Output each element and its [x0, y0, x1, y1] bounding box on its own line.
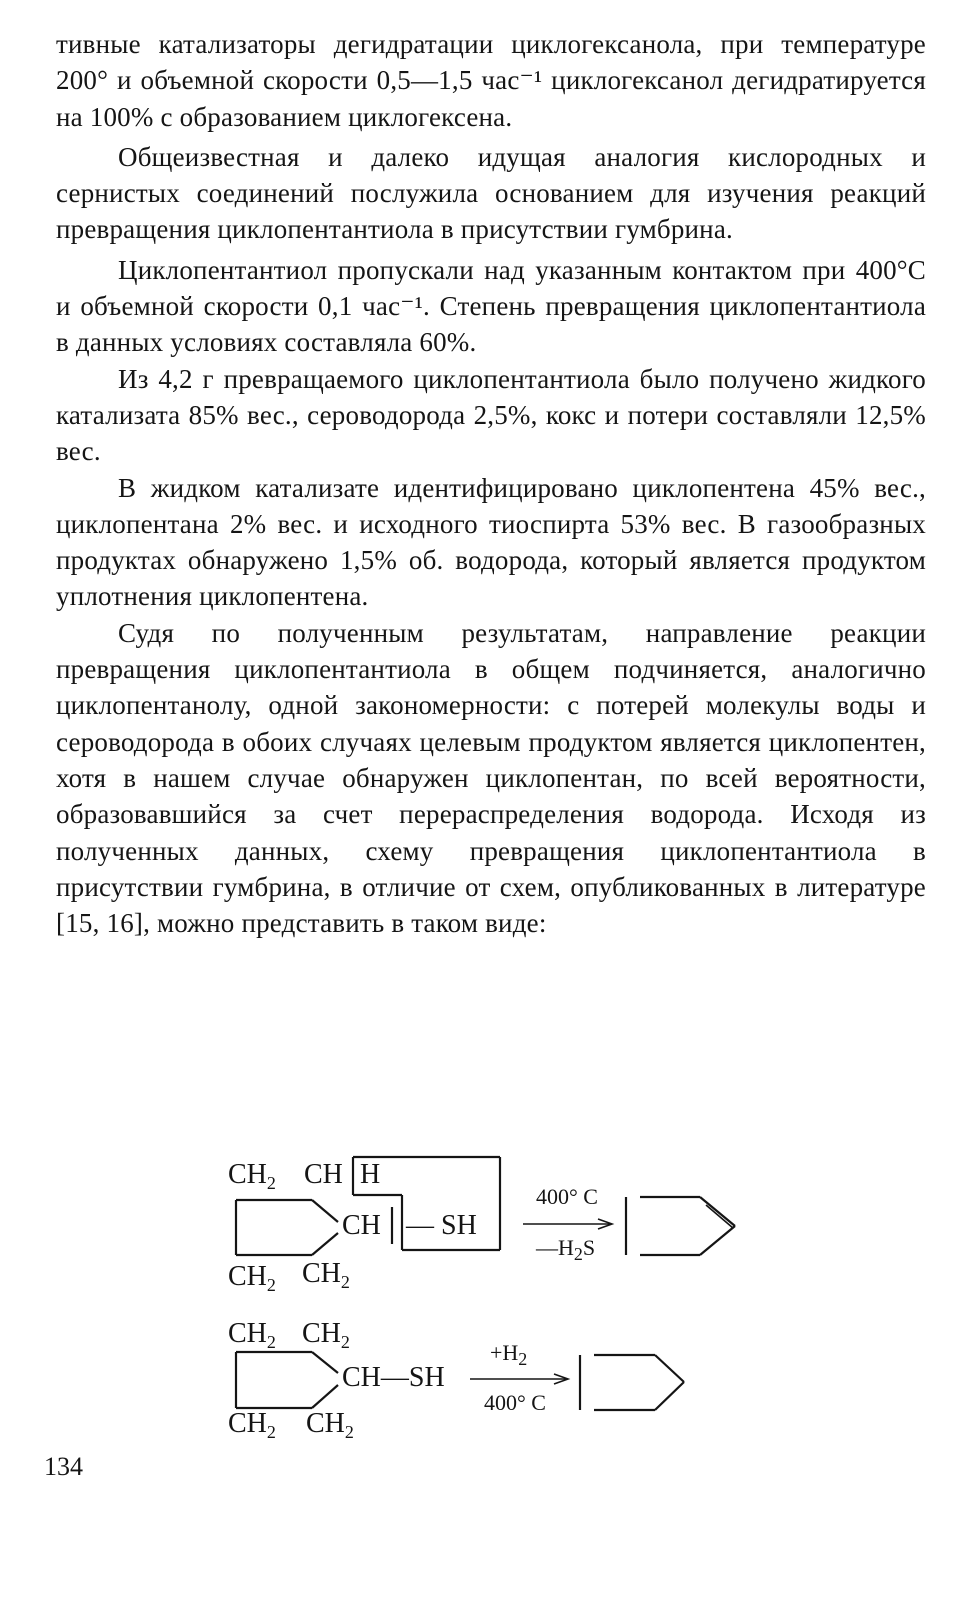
svg-text:CH2: $CH_2$ — [306, 1408, 354, 1442]
svg-text:400° C: 400° C — [484, 1390, 546, 1415]
paragraph-3: Циклопентантиол пропускали над указанным контактом при 400°С и объемной скорости 0,1 час⁻¹. Степень превращения циклопентантиола в данных условиях составляла 60%. — [56, 254, 926, 358]
paragraph-1: тивные катализаторы дегидратации циклогексанола, при температуре 200° и объемной скорости 0,5—1,5 час⁻¹ циклогексанол дегидратируется на 100% с образованием циклогексена. — [56, 29, 926, 132]
svg-text:CH2: $CH_2$ — [228, 1159, 276, 1193]
paragraph-6: Судя по полученным результатам, направление реакции превращения циклопентантиола в общем подчиняется, аналогично циклопентанолу, одной закономерности: с потерей молекулы воды и сероводорода в обоих случаях целевым продуктом является циклопентен, хотя в нашем случае обнаружен циклопентан, по всей вероятности, образовавшийся за счет перераспределения водорода. Исходя из полученных данных, схему превращения циклопентантиола в присутствии гумбрина, в отличие от схем, опубликованных в литературе [15, 16], можно представить в таком виде: — [56, 617, 926, 939]
svg-text:CH—SH: CH—SH — [342, 1362, 445, 1393]
svg-text:CH: CH — [342, 1210, 381, 1241]
svg-text:400° C: 400° C — [536, 1184, 598, 1209]
reaction-2-labels — [228, 1318, 546, 1442]
svg-text:CH2: $CH_2$ — [228, 1318, 276, 1352]
reaction-2 — [236, 1352, 684, 1410]
svg-text:—H2S: $—H_2S$ — [536, 1235, 596, 1264]
svg-text:CH2: $CH_2$ — [302, 1318, 350, 1352]
page-number: 134 — [44, 1452, 83, 1481]
svg-text:CH: CH — [304, 1159, 343, 1190]
svg-text:+H2: $+H_2$ — [490, 1340, 528, 1369]
svg-text:CH2: $CH_2$ — [228, 1261, 276, 1295]
svg-text:H: H — [360, 1159, 381, 1190]
paragraph-2: Общеизвестная и далеко идущая аналогия кислородных и сернистых соединений послужила основанием для изучения реакций превращения циклопентантиола в присутствии гумбрина. — [56, 141, 926, 245]
svg-text:CH2: $CH_2$ — [228, 1408, 276, 1442]
reaction-1-labels — [228, 1159, 598, 1295]
svg-text:CH2: $CH_2$ — [302, 1258, 350, 1292]
paragraph-4: Из 4,2 г превращаемого циклопентантиола было получено жидкого катализата 85% вес., сероводорода 2,5%, кокс и потери составляли 12,5% вес. — [56, 363, 926, 467]
paragraph-5: В жидком катализате идентифицировано циклопентена 45% вес., циклопентана 2% вес. и исходного тиоспирта 53% вес. В газообразных продуктах обнаружено 1,5% об. водорода, который является продуктом уплотнения циклопентена. — [56, 472, 926, 612]
svg-text:— SH: — SH — [406, 1210, 477, 1241]
